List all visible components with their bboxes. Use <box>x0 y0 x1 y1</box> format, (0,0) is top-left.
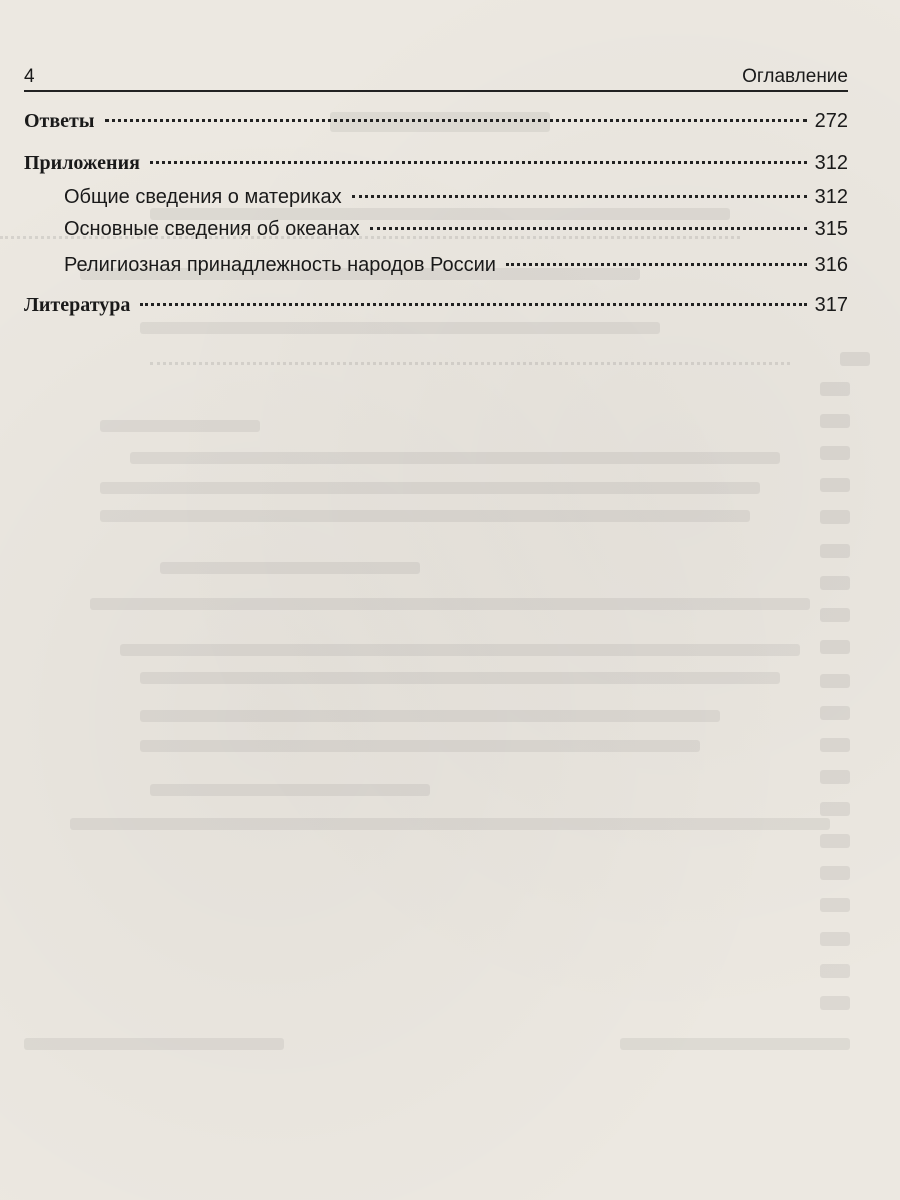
toc-entry-page: 317 <box>814 294 848 316</box>
toc-entry-label: Основные сведения об океанах <box>64 218 360 240</box>
toc-leader-dots <box>370 227 807 230</box>
toc-leader-dots <box>140 303 806 306</box>
running-header <box>24 64 848 92</box>
toc-leader-dots <box>150 161 807 164</box>
toc-leader-dots <box>506 263 807 266</box>
toc-leader-dots <box>352 195 807 198</box>
toc-entry-page: 316 <box>814 254 848 276</box>
toc-entry-label: Общие сведения о материках <box>64 186 342 208</box>
toc-entry-religions <box>64 254 848 284</box>
toc-entry-page: 272 <box>814 110 848 132</box>
toc-entry-page: 312 <box>814 186 848 208</box>
toc-entry-oceans <box>64 218 848 248</box>
toc-entry-answers <box>24 110 848 140</box>
toc-entry-literature <box>24 294 848 324</box>
running-header-title: Оглавление <box>742 66 848 87</box>
toc-entry-page: 312 <box>814 152 848 174</box>
toc-entry-appendices <box>24 152 848 182</box>
page-number: 4 <box>24 66 35 87</box>
toc-entry-page: 315 <box>814 218 848 240</box>
toc-entry-label: Литература <box>24 294 131 316</box>
toc-entry-continents <box>64 186 848 216</box>
toc-entry-label: Ответы <box>24 110 95 132</box>
toc-entry-label: Религиозная принадлежность народов России <box>64 254 496 276</box>
toc-entry-label: Приложения <box>24 152 140 174</box>
toc-leader-dots <box>105 119 807 122</box>
